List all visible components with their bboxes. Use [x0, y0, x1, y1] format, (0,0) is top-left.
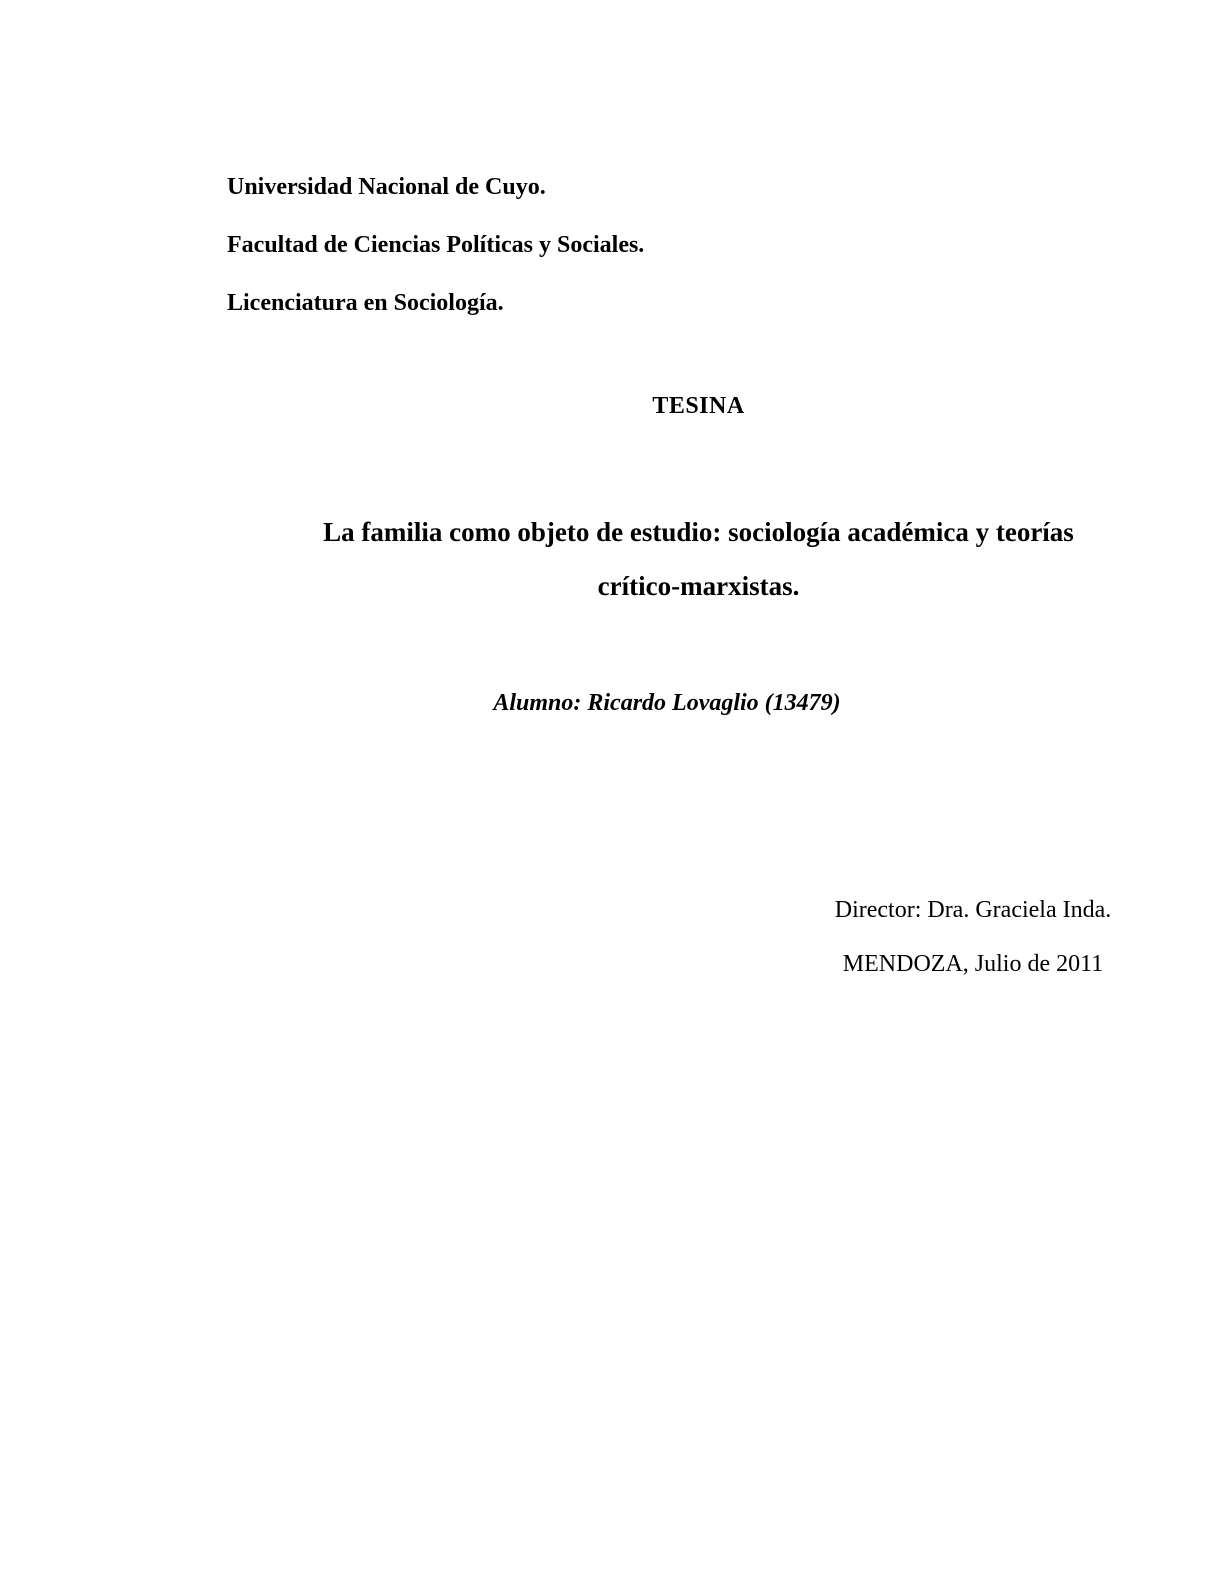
footer-block — [700, 898, 1224, 1006]
author-line: Alumno: Ricardo Lovaglio (13479) — [493, 690, 841, 716]
institution-header — [227, 175, 1170, 349]
thesis-title-line-1: La familia como objeto de estudio: sociología académica y teorías — [323, 517, 1074, 547]
university-name: Universidad Nacional de Cuyo. — [227, 174, 546, 200]
document-type-label: TESINA — [652, 393, 745, 419]
director-line: Director: Dra. Graciela Inda. — [834, 897, 1112, 923]
faculty-name: Facultad de Ciencias Políticas y Sociales. — [227, 232, 645, 258]
thesis-title — [227, 505, 1170, 613]
degree-program: Licenciatura en Sociología. — [227, 290, 504, 316]
thesis-title-line-2: crítico-marxistas. — [597, 571, 800, 601]
place-date-line: MENDOZA, Julio de 2011 — [842, 951, 1104, 977]
